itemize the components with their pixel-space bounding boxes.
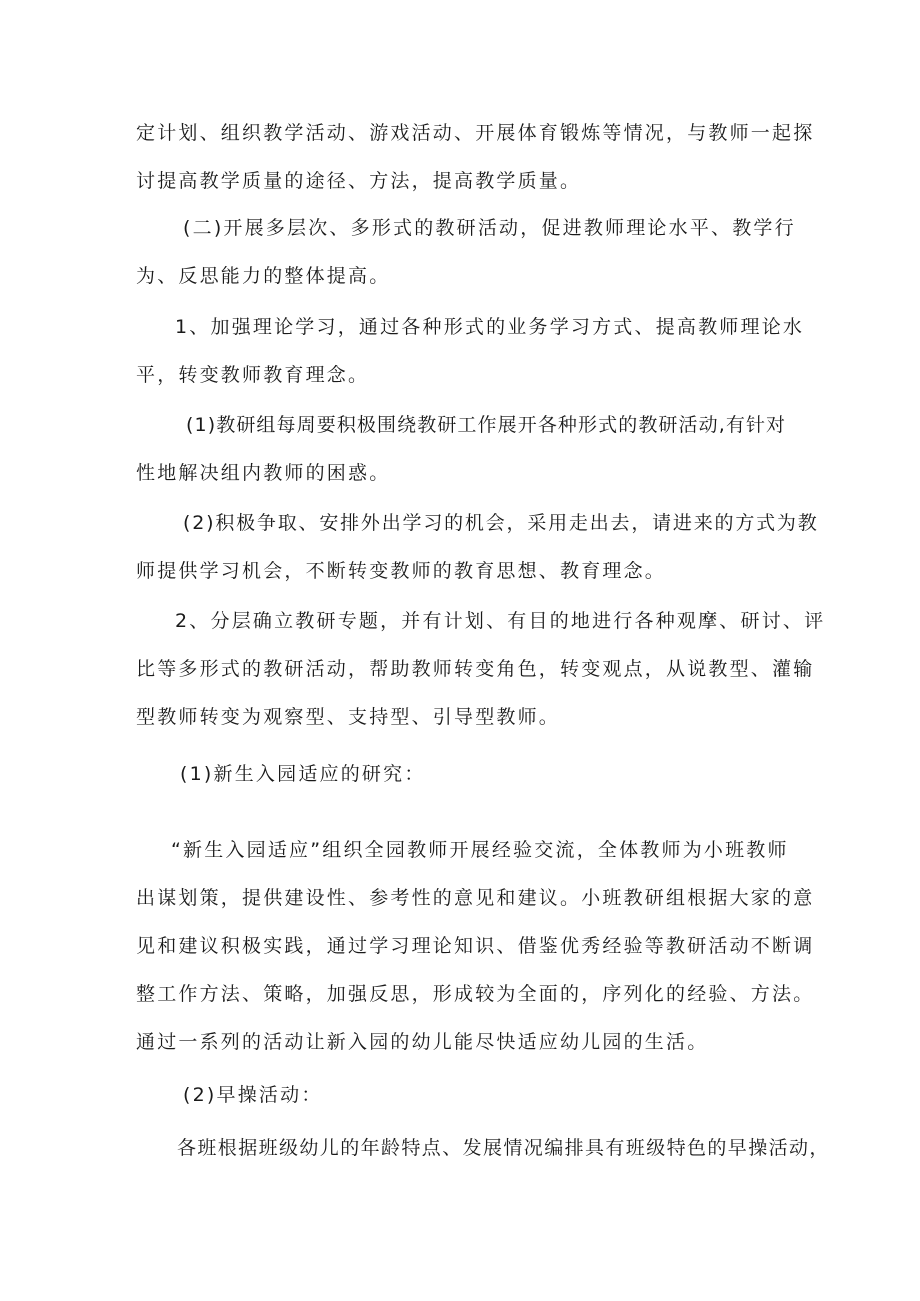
text-line: 出谋划策，提供建设性、参考性的意见和建议。小班教研组根据大家的意 <box>136 887 815 909</box>
text-line: 通过一系列的活动让新入园的幼儿能尽快适应幼儿园的生活。 <box>136 1031 709 1053</box>
text-line: (二)开展多层次、多形式的教研活动，促进教师理论水平、教学行 <box>183 217 796 239</box>
text-line: 比等多形式的教研活动，帮助教师转变角色，转变观点，从说教型、灌输 <box>136 658 815 680</box>
text-line: (1)新生入园适应的研究： <box>180 763 426 785</box>
text-line: (1)教研组每周要积极围绕教研工作展开各种形式的教研活动,有针对 <box>186 414 787 436</box>
text-line: (2)积极争取、安排外出学习的机会，采用走出去，请进来的方式为教 <box>183 512 819 534</box>
text-line: 见和建议积极实践，通过学习理论知识、借鉴优秀经验等教研活动不断调 <box>136 935 815 957</box>
text-line: 型教师转变为观察型、支持型、引导型教师。 <box>136 706 561 728</box>
text-line: “新生入园适应”组织全园教师开展经验交流，全体教师为小班教师 <box>171 839 789 861</box>
text-line: 1、加强理论学习，通过各种形式的业务学习方式、提高教师理论水 <box>175 316 805 338</box>
text-line: 为、反思能力的整体提高。 <box>136 265 391 287</box>
text-line: 平，转变教师教育理念。 <box>136 364 370 386</box>
text-line: 师提供学习机会，不断转变教师的教育思想、教育理念。 <box>136 560 667 582</box>
text-line: 各班根据班级幼儿的年龄特点、发展情况编排具有班级特色的早操活动， <box>177 1137 830 1159</box>
text-line: 讨提高教学质量的途径、方法，提高教学质量。 <box>136 170 582 192</box>
text-line: 定计划、组织教学活动、游戏活动、开展体育锻炼等情况，与教师一起探 <box>136 122 815 144</box>
text-line: 性地解决组内教师的困惑。 <box>136 462 391 484</box>
text-line: 整工作方法、策略，加强反思，形成较为全面的，序列化的经验、方法。 <box>136 983 815 1005</box>
text-line: (2)早操活动： <box>183 1084 323 1106</box>
text-line: 2、分层确立教研专题，并有计划、有目的地进行各种观摩、研讨、评 <box>175 610 826 632</box>
